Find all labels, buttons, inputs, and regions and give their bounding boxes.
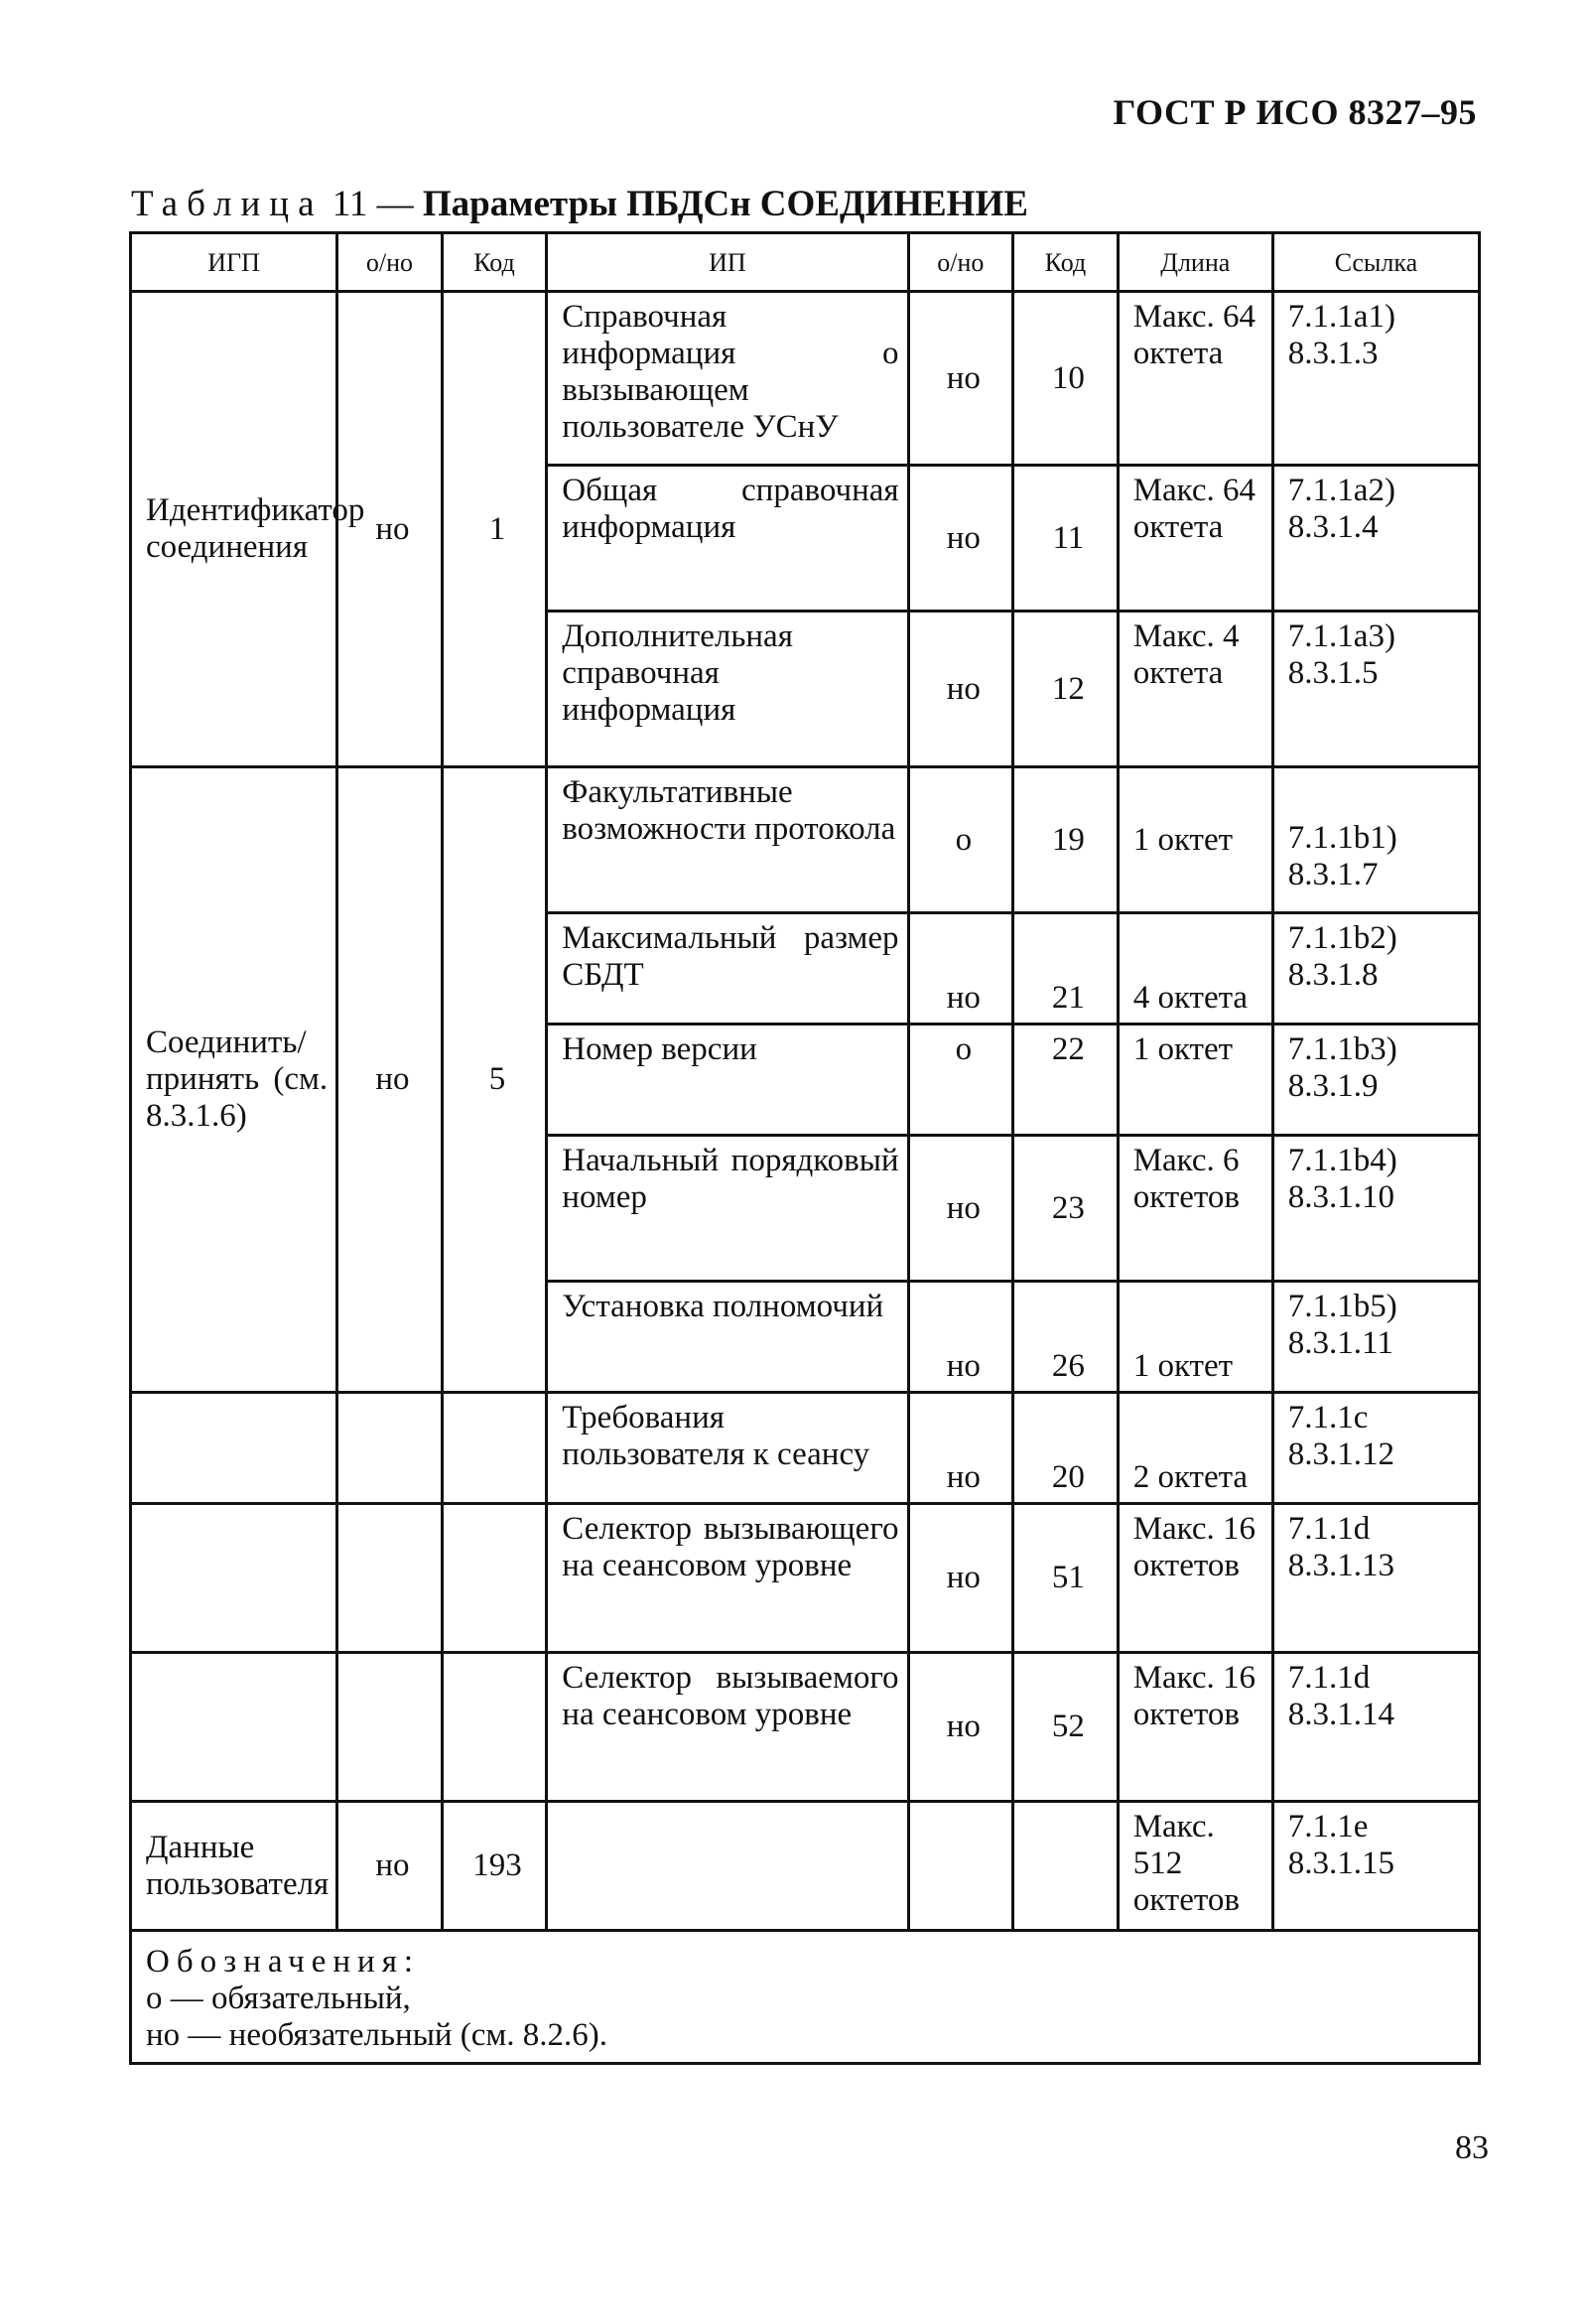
ref-line: 8.3.1.15 — [1287, 1846, 1395, 1881]
ref-line: 8.3.1.13 — [1287, 1548, 1395, 1583]
col-header-ip: ИП — [547, 233, 908, 292]
ip-code: 11 — [1013, 466, 1119, 612]
ip-reference — [1272, 913, 1479, 1025]
ref-line: 8.3.1.5 — [1287, 655, 1379, 691]
ip-code: 10 — [1013, 292, 1119, 466]
igp-code: 5 — [442, 767, 547, 1393]
ref-line: 8.3.1.3 — [1287, 336, 1379, 371]
col-header-ip-o: о/но — [908, 233, 1013, 292]
ref-line: 8.3.1.7 — [1287, 857, 1379, 892]
ip-reference — [1272, 612, 1479, 767]
empty-cell — [908, 1802, 1013, 1931]
igp-name: Идентификатор соединения — [131, 292, 337, 767]
empty-cell — [131, 1653, 337, 1802]
empty-cell — [547, 1802, 908, 1931]
table-row — [131, 1802, 1480, 1931]
legend-line: но — необязательный (см. 8.2.6). — [146, 2017, 608, 2053]
ip-name: Справочная информация о вызывающем пользователе УСнУ — [547, 292, 908, 466]
ip-code: 20 — [1013, 1393, 1119, 1504]
ip-name: Установка полномочий — [547, 1282, 908, 1393]
ip-obligation: но — [908, 1136, 1013, 1282]
document-header: ГОСТ Р ИСО 8327–95 — [1113, 92, 1477, 132]
igp-code: 1 — [442, 292, 547, 767]
ref-line: 7.1.1b2) — [1287, 920, 1397, 956]
ip-name: Дополнительная справочная информация — [547, 612, 908, 767]
caption-prefix: Таблица — [131, 184, 324, 224]
table-row — [131, 292, 1480, 466]
ref-line: 7.1.1b1) — [1287, 820, 1397, 856]
ip-reference — [1272, 1802, 1479, 1931]
table-header-row — [131, 233, 1480, 292]
ref-line: 8.3.1.4 — [1287, 509, 1379, 545]
ip-obligation: но — [908, 612, 1013, 767]
ip-length: 1 октет — [1118, 1025, 1272, 1136]
ref-line: 7.1.1e — [1287, 1809, 1369, 1845]
col-header-ip-code: Код — [1013, 233, 1119, 292]
ref-line: 8.3.1.12 — [1287, 1436, 1395, 1472]
ip-length: 1 октет — [1118, 767, 1272, 913]
ref-line: 7.1.1a1) — [1287, 299, 1395, 335]
ip-obligation: но — [908, 913, 1013, 1025]
legend — [131, 1931, 1480, 2064]
col-header-igp-code: Код — [442, 233, 547, 292]
parameters-table — [129, 231, 1481, 2065]
ip-obligation: но — [908, 1653, 1013, 1802]
ref-line: 7.1.1b3) — [1287, 1031, 1397, 1067]
ref-line: 8.3.1.10 — [1287, 1179, 1395, 1215]
ip-length: Макс. 512 октетов — [1118, 1802, 1272, 1931]
ip-obligation: но — [908, 466, 1013, 612]
ip-length: 4 октета — [1118, 913, 1272, 1025]
ip-length: Макс. 16 октетов — [1118, 1653, 1272, 1802]
ip-reference — [1272, 466, 1479, 612]
ip-code: 26 — [1013, 1282, 1119, 1393]
empty-cell — [337, 1504, 443, 1653]
ip-length: 1 октет — [1118, 1282, 1272, 1393]
igp-obligation: но — [337, 292, 443, 767]
empty-cell — [337, 1393, 443, 1504]
empty-cell — [337, 1653, 443, 1802]
ip-reference — [1272, 1504, 1479, 1653]
ip-reference — [1272, 292, 1479, 466]
ip-length: Макс. 6 октетов — [1118, 1136, 1272, 1282]
ip-code: 23 — [1013, 1136, 1119, 1282]
ip-obligation: но — [908, 1504, 1013, 1653]
table-caption — [131, 183, 1028, 225]
ip-name: Номер версии — [547, 1025, 908, 1136]
col-header-ref: Ссылка — [1272, 233, 1479, 292]
ip-name: Селектор вызывающего на сеансовом уровне — [547, 1504, 908, 1653]
table-row — [131, 767, 1480, 913]
ip-obligation: о — [908, 767, 1013, 913]
ip-obligation: о — [908, 1025, 1013, 1136]
ip-code: 52 — [1013, 1653, 1119, 1802]
col-header-igp-o: о/но — [337, 233, 443, 292]
table-row — [131, 1393, 1480, 1504]
ref-line: 8.3.1.8 — [1287, 957, 1379, 993]
empty-cell — [131, 1393, 337, 1504]
ip-reference — [1272, 1282, 1479, 1393]
ip-obligation: но — [908, 1282, 1013, 1393]
ref-line: 8.3.1.14 — [1287, 1697, 1395, 1732]
ref-line: 7.1.1a2) — [1287, 473, 1395, 508]
ip-reference — [1272, 1025, 1479, 1136]
empty-cell — [442, 1504, 547, 1653]
ip-length: Макс. 64 октета — [1118, 292, 1272, 466]
ref-line: 7.1.1b4) — [1287, 1143, 1397, 1178]
igp-name: Соединить/принять (см. 8.3.1.6) — [131, 767, 337, 1393]
igp-code: 193 — [442, 1802, 547, 1931]
ip-reference — [1272, 767, 1479, 913]
ip-reference — [1272, 1136, 1479, 1282]
ip-code: 21 — [1013, 913, 1119, 1025]
table-row — [131, 1504, 1480, 1653]
ref-line: 8.3.1.11 — [1287, 1325, 1393, 1361]
ip-reference — [1272, 1393, 1479, 1504]
legend-title: Обозначения: — [146, 1944, 421, 1980]
ip-code: 51 — [1013, 1504, 1119, 1653]
page-number: 83 — [1455, 2129, 1489, 2166]
ip-length: 2 октета — [1118, 1393, 1272, 1504]
empty-cell — [442, 1653, 547, 1802]
ip-name: Факультативные возможности протокола — [547, 767, 908, 913]
ip-name: Требования пользователя к сеансу — [547, 1393, 908, 1504]
ip-obligation: но — [908, 1393, 1013, 1504]
empty-cell — [131, 1504, 337, 1653]
ref-line: 7.1.1b5) — [1287, 1289, 1397, 1324]
ref-line: 7.1.1d — [1287, 1660, 1371, 1696]
caption-number: 11 — — [331, 184, 414, 224]
ip-length: Макс. 16 октетов — [1118, 1504, 1272, 1653]
table-row — [131, 1653, 1480, 1802]
ip-obligation: но — [908, 292, 1013, 466]
ref-line: 7.1.1d — [1287, 1511, 1371, 1547]
empty-cell — [1013, 1802, 1119, 1931]
ip-code: 19 — [1013, 767, 1119, 913]
ip-name: Селектор вызываемого на сеансовом уровне — [547, 1653, 908, 1802]
ip-reference — [1272, 1653, 1479, 1802]
caption-title: Параметры ПБДСн СОЕДИНЕНИЕ — [422, 184, 1028, 224]
igp-name: Данные пользователя — [131, 1802, 337, 1931]
igp-obligation: но — [337, 1802, 443, 1931]
ip-name: Начальный порядковый номер — [547, 1136, 908, 1282]
legend-line: о — обязательный, — [146, 1981, 411, 2016]
ref-line: 7.1.1c — [1287, 1400, 1369, 1435]
col-header-igp: ИГП — [131, 233, 337, 292]
legend-row — [131, 1931, 1480, 2064]
ip-length: Макс. 64 октета — [1118, 466, 1272, 612]
empty-cell — [442, 1393, 547, 1504]
ref-line: 7.1.1a3) — [1287, 618, 1395, 654]
ip-length: Макс. 4 октета — [1118, 612, 1272, 767]
ip-name: Общая справочная информация — [547, 466, 908, 612]
ref-line: 8.3.1.9 — [1287, 1068, 1379, 1104]
igp-obligation: но — [337, 767, 443, 1393]
col-header-length: Длина — [1118, 233, 1272, 292]
ip-code: 22 — [1013, 1025, 1119, 1136]
ip-name: Максимальный размер СБДТ — [547, 913, 908, 1025]
ip-code: 12 — [1013, 612, 1119, 767]
